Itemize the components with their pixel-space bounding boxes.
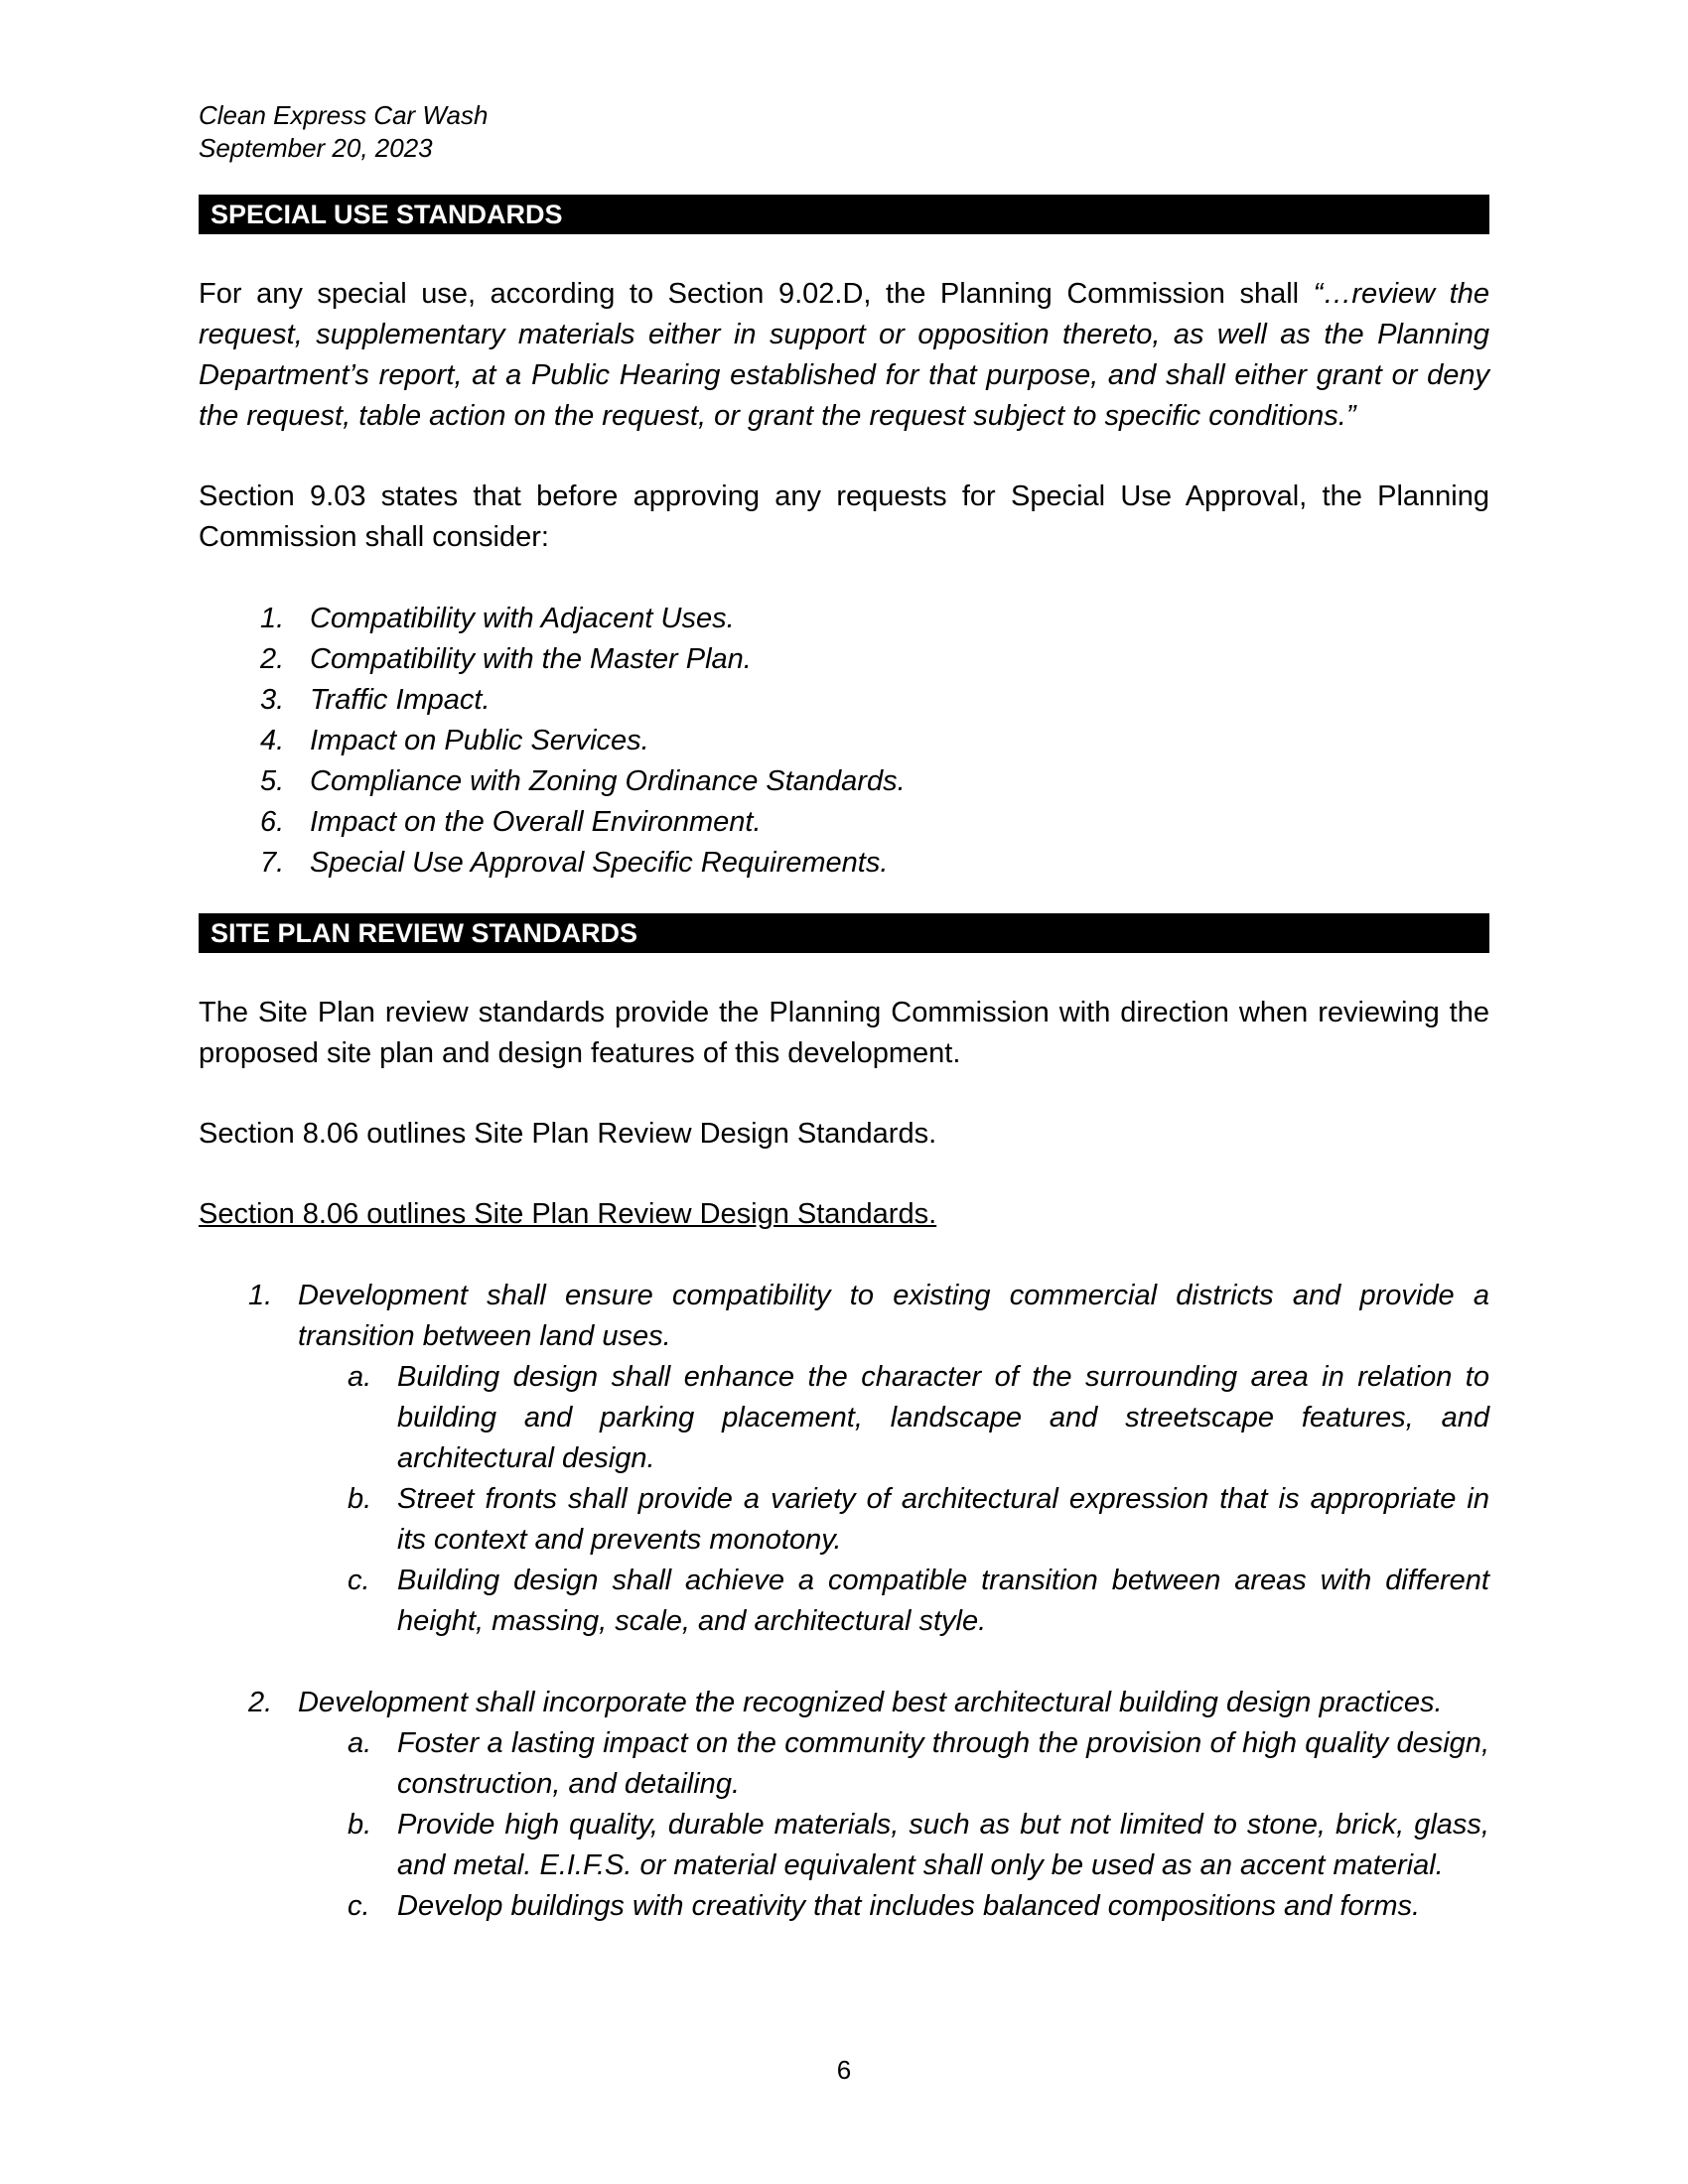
sub-item: b. Provide high quality, durable materials, such as but not limited to stone, brick, glass, and metal. E.I.F.S. or material equivalent shall only be used as an accent material.: [348, 1809, 1489, 1881]
special-use-intro-quote: “…review the request, supplementary materials either in support or opposition thereto, as well as the Planning Department’s report, at a Public Hearing established for that purpose, and shall either grant or deny the request, table action on the request, or grant the request subject to specific conditions.”: [199, 278, 1489, 432]
sub-item: a. Building design shall enhance the character of the surrounding area in relation to building and parking placement, landscape and streetscape features, and architectural design.: [348, 1361, 1489, 1474]
special-use-section-paragraph: Section 9.03 states that before approving any requests for Special Use Approval, the Planning Commission shall consider:: [199, 480, 1489, 553]
list-item: 7. Special Use Approval Specific Requirements.: [260, 847, 889, 879]
sub-item: c. Building design shall achieve a compatible transition between areas with different height, massing, scale, and architectural style.: [348, 1565, 1489, 1637]
list-item: 3. Traffic Impact.: [260, 684, 491, 716]
list-item: 5. Compliance with Zoning Ordinance Standards.: [260, 765, 906, 797]
sub-item: c. Develop buildings with creativity that includes balanced compositions and forms.: [348, 1890, 1421, 1922]
list-item: 1. Compatibility with Adjacent Uses.: [260, 603, 735, 634]
sub-item: a. Foster a lasting impact on the community through the provision of high quality design, construction, and detailing.: [348, 1727, 1489, 1800]
special-use-intro-text: For any special use, according to Section 9.02.D, the Planning Commission shall: [199, 278, 1314, 310]
design-standards-list: [199, 1276, 1489, 1927]
site-plan-section-underlined: Section 8.06 outlines Site Plan Review Design Standards.: [199, 1198, 937, 1230]
special-use-intro-paragraph: [199, 274, 1489, 437]
standard-item-1: 1. Development shall ensure compatibility to existing commercial districts and provide a transition between land uses.: [248, 1280, 1489, 1352]
special-use-considerations-list: [199, 599, 1489, 884]
section-heading-site-plan: SITE PLAN REVIEW STANDARDS: [199, 913, 1489, 953]
list-item: 2. Compatibility with the Master Plan.: [260, 643, 752, 675]
list-item: 6. Impact on the Overall Environment.: [260, 806, 762, 838]
sub-item: b. Street fronts shall provide a variety of architectural expression that is appropriate in its context and prevents monotony.: [348, 1483, 1489, 1556]
list-item: 4. Impact on Public Services.: [260, 725, 649, 756]
header-project-name: Clean Express Car Wash: [199, 100, 489, 130]
section-heading-special-use: SPECIAL USE STANDARDS: [199, 195, 1489, 234]
page-number: 6: [836, 2055, 852, 2085]
header-date: September 20, 2023: [199, 133, 433, 163]
site-plan-section-paragraph: Section 8.06 outlines Site Plan Review Design Standards.: [199, 1118, 937, 1150]
page-content: [199, 99, 1489, 1927]
site-plan-intro-paragraph: The Site Plan review standards provide the Planning Commission with direction when reviewing the proposed site plan and design features of this development.: [199, 997, 1489, 1069]
standard-item-2: 2. Development shall incorporate the recognized best architectural building design practices.: [248, 1687, 1443, 1718]
